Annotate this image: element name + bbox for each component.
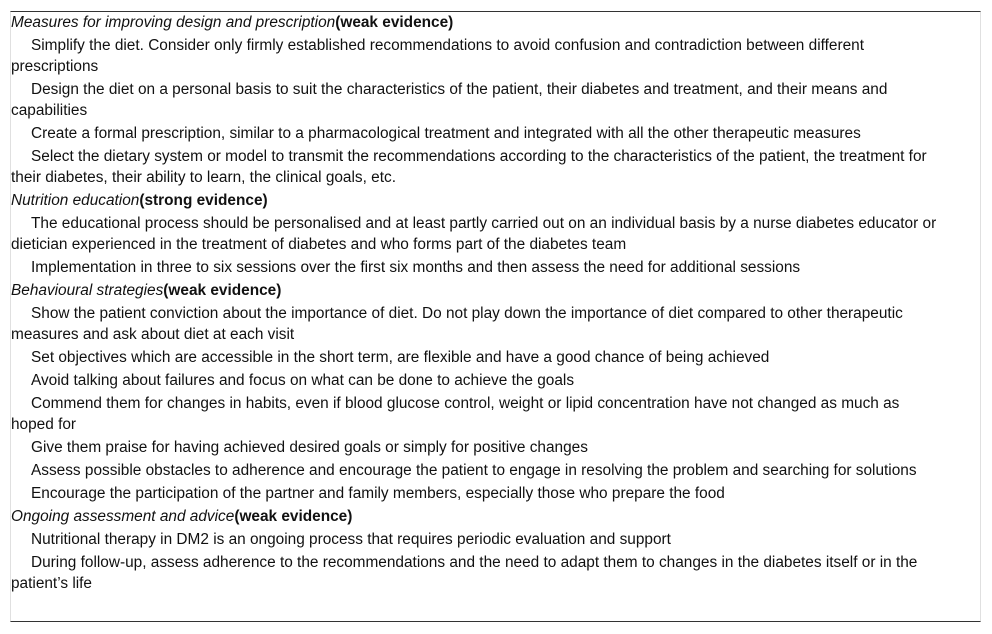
table-content — [11, 12, 941, 596]
list-item: Show the patient conviction about the importance of diet. Do not play down the importance of diet compared to other therapeutic measures and ask about diet at each visit — [11, 305, 908, 343]
evidence-level: (weak evidence) — [234, 508, 353, 525]
list-item: Select the dietary system or model to transmit the recommendations according to the characteristics of the patient, the treatment for their diabetes, their ability to learn, the clinical goals, etc. — [11, 148, 931, 186]
evidence-level: (weak evidence) — [335, 14, 454, 31]
list-item: The educational process should be personalised and at least partly carried out on an individual basis by a nurse diabetes educator or dietician experienced in the treatment of diabetes and who forms part of the diabetes team — [11, 215, 941, 253]
section-heading-design-prescription — [11, 12, 941, 33]
list-item: Assess possible obstacles to adherence and encourage the patient to engage in resolving the problem and searching for solutions — [31, 462, 917, 479]
list-item: Encourage the participation of the partner and family members, especially those who prepare the food — [31, 485, 725, 502]
section-title: Nutrition education — [11, 192, 140, 209]
list-item: Give them praise for having achieved desired goals or simply for positive changes — [31, 439, 588, 456]
evidence-level: (strong evidence) — [139, 192, 268, 209]
section-heading-ongoing-assessment — [11, 506, 941, 527]
section-heading-behavioural-strategies — [11, 280, 941, 301]
evidence-level: (weak evidence) — [163, 282, 282, 299]
list-item: Design the diet on a personal basis to suit the characteristics of the patient, their diabetes and treatment, and their means and capabilities — [11, 81, 892, 119]
list-item: Simplify the diet. Consider only firmly established recommendations to avoid confusion and contradiction between different prescriptions — [11, 37, 869, 75]
section-title: Behavioural strategies — [11, 282, 164, 299]
list-item: Commend them for changes in habits, even if blood glucose control, weight or lipid concentration have not changed as much as hoped for — [11, 395, 904, 433]
list-item: Implementation in three to six sessions over the first six months and then assess the need for additional sessions — [31, 259, 801, 276]
list-item: Create a formal prescription, similar to a pharmacological treatment and integrated with all the other therapeutic measures — [31, 125, 861, 142]
section-title: Measures for improving design and prescription — [11, 14, 336, 31]
section-title: Ongoing assessment and advice — [11, 508, 235, 525]
list-item: During follow-up, assess adherence to the recommendations and the need to adapt them to changes in the diabetes itself or in the patient’s life — [11, 554, 922, 592]
section-heading-nutrition-education — [11, 190, 941, 211]
list-item: Set objectives which are accessible in the short term, are flexible and have a good chance of being achieved — [31, 349, 770, 366]
list-item: Nutritional therapy in DM2 is an ongoing process that requires periodic evaluation and support — [31, 531, 671, 548]
list-item: Avoid talking about failures and focus on what can be done to achieve the goals — [31, 372, 575, 389]
